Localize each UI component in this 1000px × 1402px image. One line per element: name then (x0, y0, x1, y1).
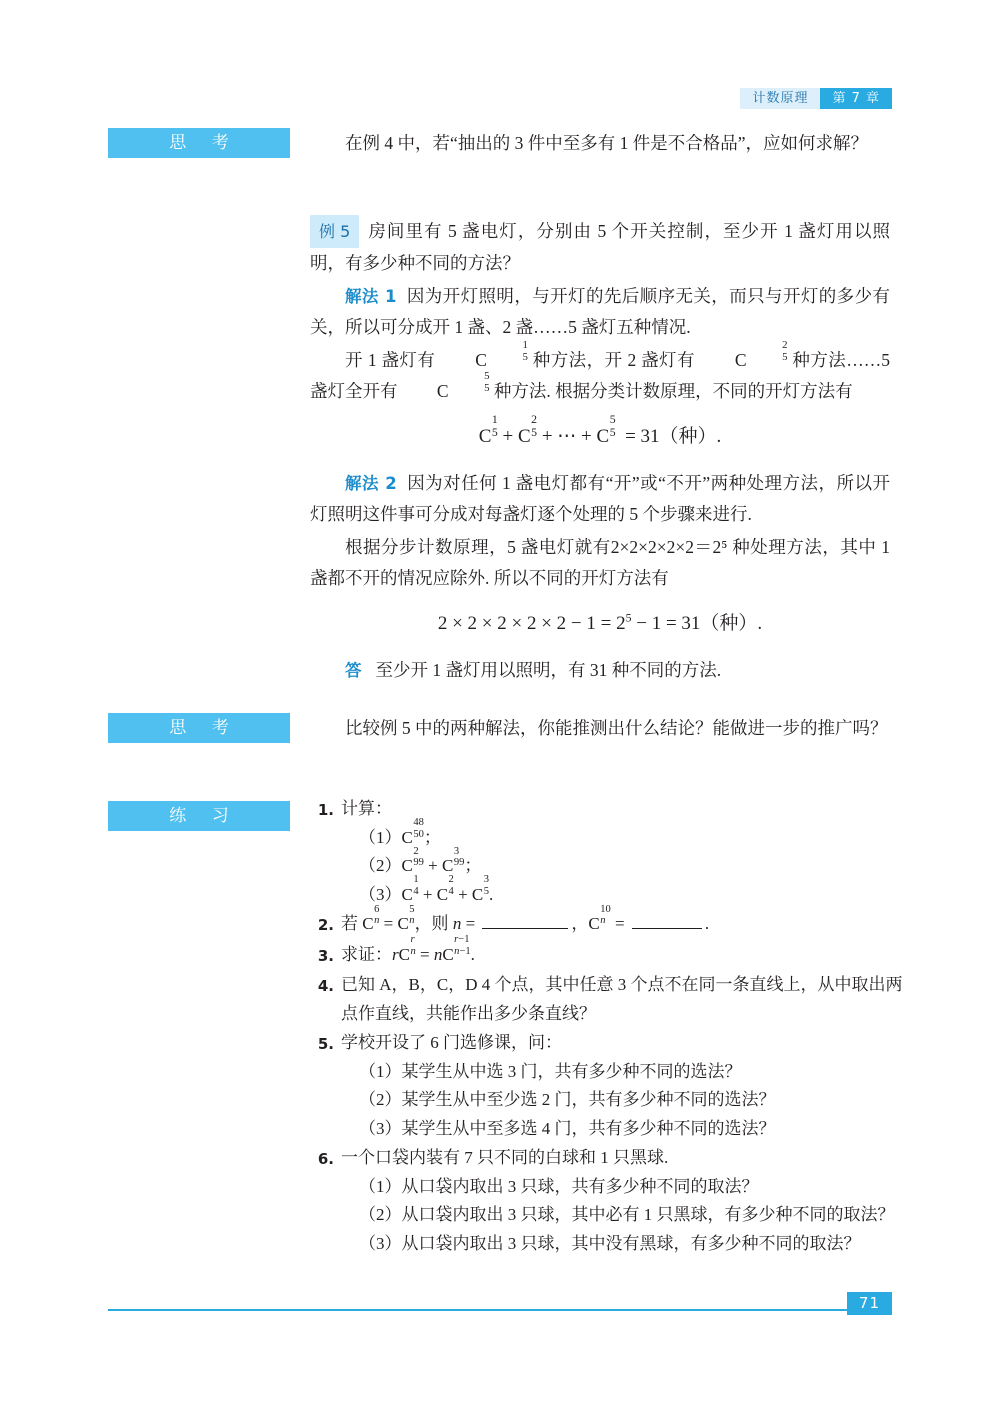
exercise-body (341, 1029, 910, 1143)
exercise-text: 一个口袋内装有 7 只不同的白球和 1 只黑球. (341, 1148, 669, 1167)
answer-tag: 答 (345, 661, 362, 680)
solution-1-tag: 解法 1 (345, 287, 397, 306)
example-5-statement: 房间里有 5 盏电灯，分别由 5 个开关控制，至少开 1 盏灯用以照明，有多少种不同的方法？ (310, 221, 890, 273)
solution-1-text-2b: 种方法，开 2 盏灯有 (532, 350, 696, 370)
label-think-2: 思 考 (108, 713, 290, 743)
solution-1-text-1: 因为开灯照明，与开灯的先后顺序无关，而只与开灯的多少有关，所以可分成开 1 盏、2 盏……5 盏灯五种情况. (310, 286, 890, 337)
exercise-number: 6. (317, 1150, 334, 1168)
exercise-number: 2. (317, 916, 334, 934)
formula-2: $2 \times 2 \times 2 \times 2 \times 2 - 1 = 2^5 - 1 = 31$（种）. (437, 611, 763, 634)
exercise-sub-item: （3）某学生从中至多选 4 门，共有多少种不同的选法？ (359, 1118, 776, 1138)
exercise-sub-item: （2）C 2 99 + C 3 99 ； (359, 845, 482, 875)
exercise-text: 计算： (341, 799, 392, 818)
exercise-sub-item: （3）从口袋内取出 3 只球，其中没有黑球，有多少种不同的取法？ (359, 1233, 861, 1253)
example-5-tag: 例 5 (310, 215, 359, 248)
exercise-body (341, 795, 910, 909)
example-5-answer-line (310, 655, 890, 686)
exercise-number: 1. (317, 801, 334, 819)
answer-blank[interactable] (482, 913, 568, 929)
solution-2-text-1: 因为对任何 1 盏电灯都有“开”或“不开”两种处理方法，所以开灯照明这件事可分成对每盏灯逐个处理的 5 个步骤来进行. (310, 473, 890, 524)
solution-1-text-2a: 开 1 盏灯有 (345, 350, 436, 370)
exercise-number: 5. (317, 1035, 334, 1053)
list-item (310, 1144, 910, 1258)
example-5-statement-line (310, 215, 890, 279)
list-item (310, 903, 910, 940)
exercise-text: 学校开设了 6 门选修课，问： (341, 1033, 562, 1052)
exercise-sub-item: （1）从口袋内取出 3 只球，共有多少种不同的取法？ (359, 1176, 759, 1196)
header-chapter-number: 第 7 章 (820, 88, 892, 109)
exercise-body: 已知 A，B，C，D 4 个点，其中任意 3 个点不在同一条直线上，从中取出两点作直线，共能作出多少条直线？ (341, 975, 903, 1023)
header-chapter-name: 计数原理 (740, 88, 820, 109)
exercise-list (310, 795, 910, 1259)
example-5-solution-1-para-1 (310, 281, 890, 343)
label-think-1: 思 考 (108, 128, 290, 158)
solution-1-text-2c: 种方法……5 盏灯全开有 (310, 350, 891, 401)
example-5-solution-1-para-2 (310, 339, 891, 407)
answer-blank[interactable] (632, 913, 702, 929)
list-item (310, 971, 910, 1028)
exercise-body: 求证：rC r n = nC r−1 n−1 . (341, 934, 475, 964)
example-5-solution-2-para-2: 根据分步计数原理，5 盏电灯就有2×2×2×2×2＝2⁵ 种处理方法，其中 1 盏都不开的情况应除外. 所以不同的开灯方法有 (310, 537, 890, 588)
exercise-sub-item: （2）从口袋内取出 3 只球，其中必有 1 只黑球，有多少种不同的取法？ (359, 1205, 895, 1224)
list-item (310, 934, 910, 971)
combination-c-5-5: C 5 5 (436, 370, 490, 401)
example-5-block (310, 215, 890, 688)
formula-1: C 1 5 + C 2 5 + ⋯ + C 5 5 = 31（种）. (478, 412, 722, 447)
answer-text: 至少开 1 盏灯用以照明，有 31 种不同的方法. (375, 660, 722, 680)
exercise-body: 若 C 6 n = C 5 n ，则 n = ，C 10 n = . (341, 903, 710, 933)
list-item (310, 795, 910, 909)
exercise-body (341, 1144, 910, 1258)
label-practice: 练 习 (108, 801, 290, 831)
think-2-text-block (310, 713, 890, 746)
list-item (310, 1029, 910, 1143)
page-number: 71 (847, 1292, 892, 1315)
page-header (740, 88, 892, 109)
exercise-sub-item: （3）C 1 4 + C 2 4 + C 3 5 . (359, 874, 494, 904)
exercise-sub-item: （1）C 48 50 ； (359, 817, 441, 847)
exercise-sub-item: （1）某学生从中选 3 门，共有多少种不同的选法？ (359, 1061, 742, 1081)
think-1-paragraph: 在例 4 中，若“抽出的 3 件中至多有 1 件是不合格品”，应如何求解？ (345, 133, 869, 153)
combination-c-1-5: C 1 5 (475, 339, 528, 370)
exercise-sub-item: （2）某学生从中至少选 2 门，共有多少种不同的选法？ (359, 1090, 776, 1109)
combination-c-2-5: C 2 5 (734, 339, 788, 370)
think-1-text-block (310, 128, 890, 161)
example-5-solution-2-para-1 (310, 468, 890, 530)
footer-divider (108, 1309, 892, 1311)
think-2-paragraph: 比较例 5 中的两种解法，你能推测出什么结论？能做进一步的推广吗？ (345, 718, 888, 738)
solution-2-tag: 解法 2 (345, 474, 397, 493)
exercise-number: 4. (317, 977, 334, 995)
exercise-number: 3. (317, 946, 334, 965)
solution-1-text-2d: 种方法. 根据分类计数原理，不同的开灯方法有 (493, 381, 853, 401)
